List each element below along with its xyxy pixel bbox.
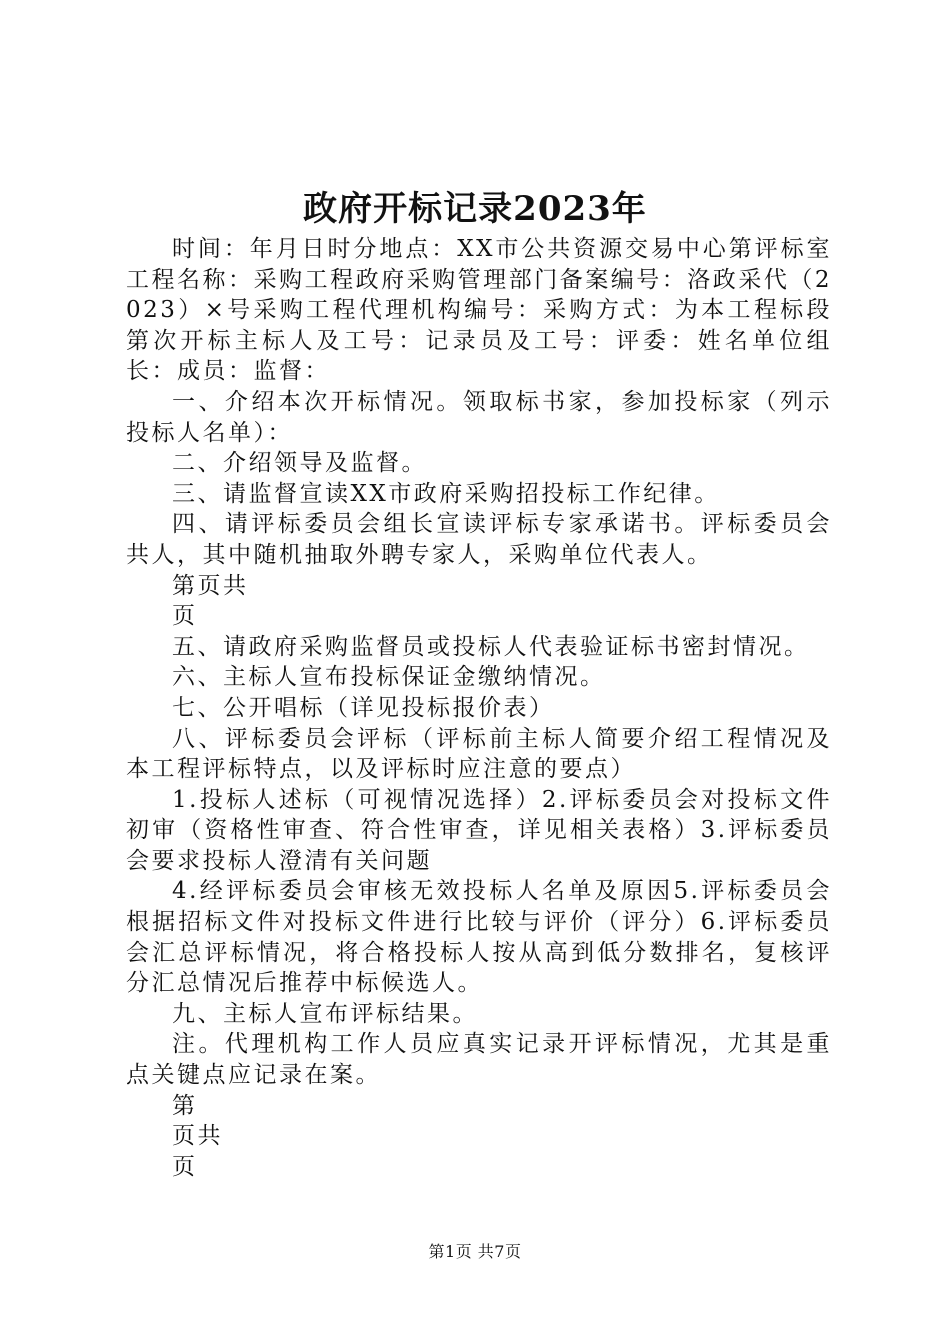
page-marker-line: 第页共 bbox=[172, 572, 249, 599]
paragraph-item-1: 一、介绍本次开标情况。领取标书家，参加投标家（列示投标人名单）： bbox=[126, 388, 832, 446]
paragraph-item-5: 五、请政府采购监督员或投标人代表验证标书密封情况。 bbox=[172, 633, 810, 660]
document-body bbox=[126, 234, 832, 1182]
paragraph-item-6: 六、主标人宣布投标保证金缴纳情况。 bbox=[172, 664, 606, 691]
paragraph-item-9: 九、主标人宣布评标结果。 bbox=[172, 1000, 478, 1027]
page-marker-line: 页 bbox=[172, 603, 198, 630]
paragraph-sub-steps-4-6: 4.经评标委员会审核无效投标人名单及原因5.评标委员会根据招标文件对投标文件进行比较与评价（评分）6.评标委员会汇总评标情况，将合格投标人按从高到低分数排名，复核评分汇总情况后推荐中标候选人。 bbox=[126, 878, 832, 997]
paragraph-item-2: 二、介绍领导及监督。 bbox=[172, 450, 427, 477]
paragraph-item-8: 八、评标委员会评标（评标前主标人简要介绍工程情况及本工程评标特点，以及评标时应注意的要点） bbox=[126, 725, 832, 783]
paragraph-item-4: 四、请评标委员会组长宣读评标专家承诺书。评标委员会共人，其中随机抽取外聘专家人，采购单位代表人。 bbox=[126, 511, 832, 568]
paragraph-note: 注。代理机构工作人员应真实记录开评标情况，尤其是重点关键点应记录在案。 bbox=[126, 1031, 832, 1089]
paragraph-meeting-info: 时间：年月日时分地点：XX市公共资源交易中心第评标室工程名称：采购工程政府采购管理部门备案编号：洛政采代（2023）×号采购工程代理机构编号：采购方式：为本工程标段第次开标主标人及工号：记录员及工号：评委：姓名单位组长：成员：监督： bbox=[126, 236, 832, 385]
paragraph-sub-steps-1-3: 1.投标人述标（可视情况选择）2.评标委员会对投标文件初审（资格性审查、符合性审查，详见相关表格）3.评标委员会要求投标人澄清有关问题 bbox=[126, 786, 832, 874]
document-title: 政府开标记录2023年 bbox=[303, 189, 647, 229]
page-footer: 第1页 共7页 bbox=[428, 1242, 522, 1261]
page-marker-line: 页共 bbox=[172, 1123, 223, 1150]
page-marker-line: 页 bbox=[172, 1153, 198, 1180]
page-marker-line: 第 bbox=[172, 1092, 198, 1119]
paragraph-item-3: 三、请监督宣读XX市政府采购招投标工作纪律。 bbox=[172, 480, 720, 507]
paragraph-item-7: 七、公开唱标（详见投标报价表） bbox=[172, 694, 555, 721]
